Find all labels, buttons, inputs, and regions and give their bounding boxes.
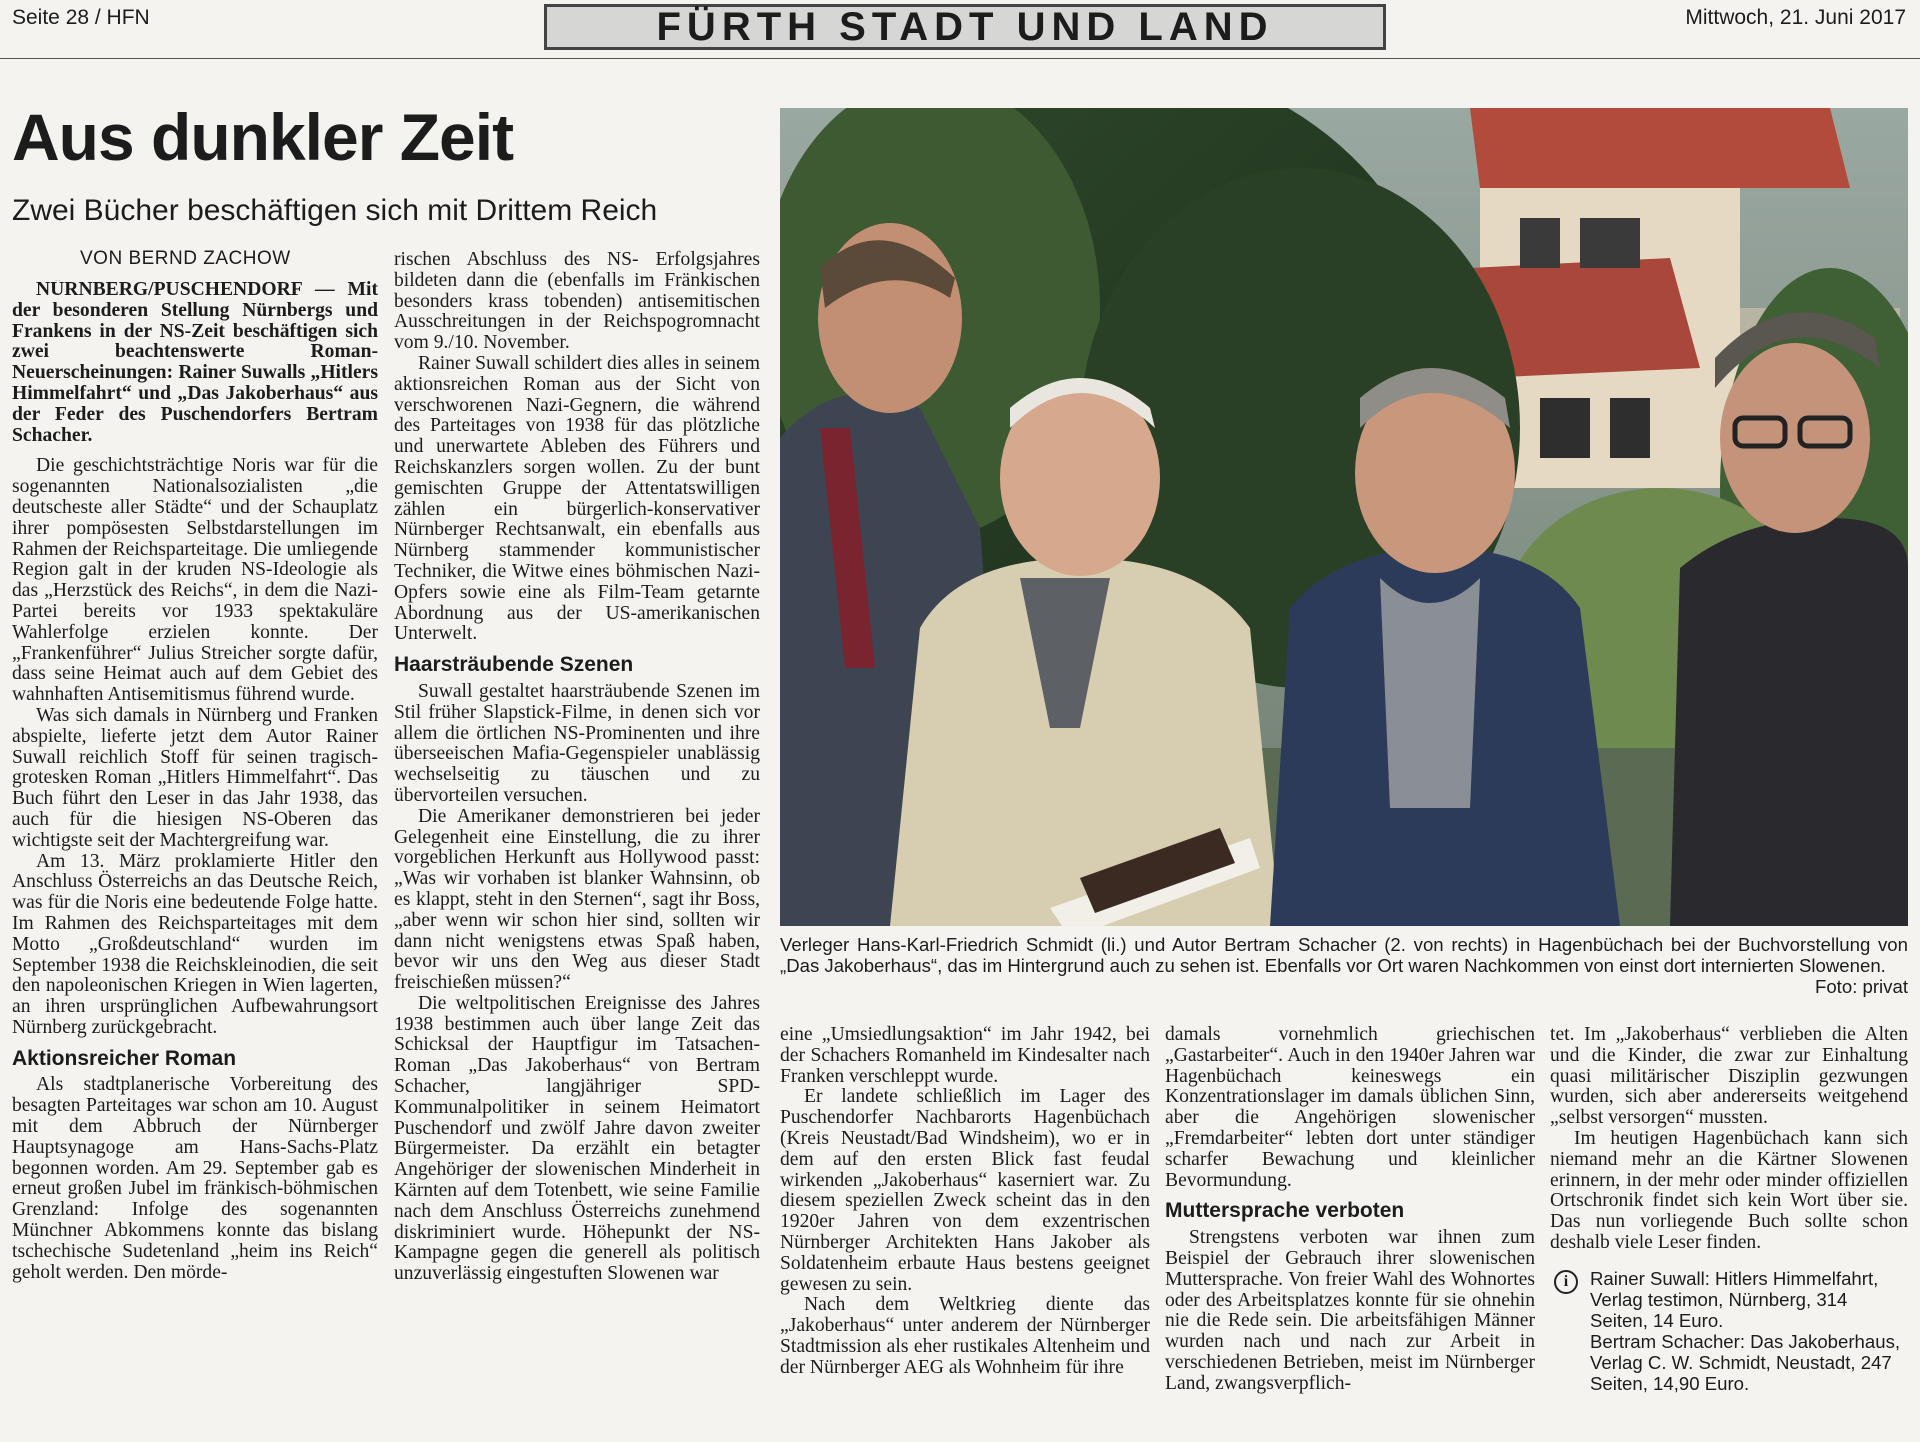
paragraph: eine „Umsiedlungsaktion“ im Jahr 1942, bei der Schachers Romanheld im Kindesalter nach Franken verschleppt wurde. <box>780 1025 1150 1087</box>
paragraph: Im heutigen Hagenbüchach kann sich niemand mehr an die Kärtner Slowenen erinnern, in der mehr oder minder offiziellen Ortschronik findet sich kein Wort über sie. Das nun vorliegende Buch sollte schon deshalb viele Leser finden. <box>1550 1127 1908 1253</box>
section-heading: Aktionsreicher Roman <box>12 1046 237 1070</box>
info-icon: i <box>1554 1270 1578 1294</box>
paragraph: Die Amerikaner demonstrieren bei jeder Gelegenheit eine Einstellung, die zu ihrer vorgeblichen Herkunft aus Hollywood passt: „Was wir vorhaben ist blanker Wahnsinn, ob es klappt, steht in den Sternen“, sagt ihr Boss, „aber wenn wir schon hier sind, sollten wir dann nicht wenigstens etwas Spaß haben, bevor wir uns den Weg aus dieser Stadt freischießen müssen?“ <box>394 805 760 994</box>
text-column-5 <box>1550 1025 1908 1435</box>
paragraph: Rainer Suwall schildert dies alles in seinem aktionsreichen Roman aus der Sicht von verschworenen Nazi-Gegnern, die während des Parteitages von 1938 für das plötzliche und unerwartete Ableben des Führers und Reichskanzlers sorgen wollen. Zu der bunt gemischten Gruppe der Attentatswilligen zählen ein bürgerlich-konservativer Nürnberger Rechtsanwalt, ein ebenfalls aus Nürnberg stammender kommunistischer Techniker, die Witwe eines böhmischen Nazi-Opfers sowie eine als Film-Team getarnte Abordnung aus der US-amerikanischen Unterwelt. <box>394 352 760 645</box>
paragraph: Die geschichtsträchtige Noris war für die sogenannten Nationalsozialisten „die deutscheste aller Städte“ und der Schauplatz ihrer pompösesten Selbstdarstellungen im Rahmen der Reichsparteitage. Die umliegende Region galt in der kruden NS-Ideologie als das „Herzstück des Reichs“, in dem die Nazi-Partei bereits vor 1933 spektakuläre Wahlerfolge erzielen konnte. Der „Frankenführer“ Julius Streicher sorgte dafür, dass seine Heimat auch auf dem Gebiet des wahnhaften Antisemitismus führend wurde. <box>12 455 378 706</box>
paragraph: Was sich damals in Nürnberg und Franken abspielte, lieferte jetzt dem Autor Rainer Suwall reichlich Stoff für seinen tragisch-grotesken Roman „Hitlers Himmelfahrt“. Das Buch führt den Leser in das Jahr 1938, das auch für die hiesigen NS-Oberen das wichtigste seit der Machtergreifung war. <box>12 704 378 851</box>
section-heading: Muttersprache verboten <box>1165 1199 1405 1223</box>
photo-credit: Foto: privat <box>1814 976 1908 997</box>
article-subheadline: Zwei Bücher beschäftigen sich mit Drittem Reich <box>12 194 658 227</box>
header-divider <box>0 58 1920 59</box>
paragraph: Die weltpolitischen Ereignisse des Jahres 1938 bestimmen auch über lange Zeit das Schicksal der Hauptfigur im Tatsachen-Roman „Das Jakoberhaus“ von Bertram Schacher, langjähriger SPD-Kommunalpolitiker in seinem Heimatort Puschendorf und zwölf Jahre davon zweiter Bürgermeister. Da erzählt ein betagter Angehöriger der slowenischen Minderheit in Kärnten auf dem Totenbett, wie seine Familie nach dem Anschluss Österreichs zunehmend diskriminiert wurde. Höhepunkt der NS-Kampagne gegen die generell als politisch unzuverlässig eingestuften Slowenen war <box>394 992 760 1285</box>
paragraph: Als stadtplanerische Vorbereitung des besagten Parteitages war schon am 10. August mit dem Abbruch der Nürnberger Hauptsynagoge am Hans-Sachs-Platz begonnen worden. Am 29. September gab es erneut großen Jubel im fränkisch-böhmischen Grenzland: Infolge des sogenannten Münchner Abkommens konnte das bislang tschechische Sudetenland „heim ins Reich“ geholt werden. Den mörde- <box>12 1074 378 1283</box>
page-reference: Seite 28 / HFN <box>12 6 150 29</box>
photo-caption <box>780 934 1908 997</box>
section-title-text: FÜRTH STADT UND LAND <box>656 4 1274 49</box>
text-column-1 <box>12 280 378 1430</box>
paragraph: Er landete schließlich im Lager des Puschendorfer Nachbarorts Hagenbüchach (Kreis Neustadt/Bad Windsheim), wo er in dem auf den ersten Blick fast feudal wirkenden „Jakoberhaus“ kaserniert war. Zu diesem speziellen Zweck scheint das in den 1920er Jahren von dem exzentrischen Nürnberger Architekten Hans Jakober als Soldatenheim erbaute Haus bestens geeignet gewesen zu sein. <box>780 1086 1150 1295</box>
lead-paragraph: NÜRNBERG/PUSCHENDORF — Mit der besonderen Stellung Nürnbergs und Frankens in der NS-Zeit beschäftigen sich zwei beachtenswerte Roman-Neuerscheinungen: Rainer Suwalls „Hitlers Himmelfahrt“ und „Das Jakoberhaus“ aus der Feder des Puschendorfers Bertram Schacher. <box>12 280 378 446</box>
text-column-2 <box>394 250 760 1430</box>
paragraph: damals vornehmlich griechischen „Gastarbeiter“. Auch in den 1940er Jahren war Hagenbüchach keineswegs ein Konzentrationslager im damals üblichen Sinn, aber die Angehörigen slowenischer „Fremdarbeiter“ lebten dort unter ständiger scharfer Bewachung und kleinlicher Bevormundung. <box>1165 1025 1535 1191</box>
paragraph: Strengstens verboten war ihnen zum Beispiel der Gebrauch ihrer slowenischen Muttersprache. Von freier Wahl des Wohnortes oder des Arbeitsplatzes konnte für sie ohnehin nie die Rede sein. Die arbeitsfähigen Männer wurden nach und nach zur Arbeit in verschiedenen Betrieben, meist im Nürnberger Land, zwangsverpflich- <box>1165 1227 1535 1394</box>
article-headline: Aus dunkler Zeit <box>12 100 514 174</box>
text-column-4 <box>1165 1025 1535 1435</box>
paragraph: Suwall gestaltet haarsträubende Szenen im Stil früher Slapstick-Filme, in denen sich vor allem die örtlichen NS-Prominenten und ihre überseeischen Mafia-Gegenspieler unablässig wechselseitig zu täuschen und zu übervorteilen versuchen. <box>394 680 760 806</box>
book-info-box <box>1550 1268 1908 1394</box>
caption-text: Verleger Hans-Karl-Friedrich Schmidt (li.) und Autor Bertram Schacher (2. von rechts) in Hagenbüchach bei der Buchvorstellung von „Das Jakoberhaus“, das im Hintergrund auch zu sehen ist. Ebenfalls vor Ort waren Nachkommen von einst dort internierten Slowenen. <box>780 934 1908 976</box>
book-info-1: Rainer Suwall: Hitlers Himmelfahrt, Verlag testimon, Nürnberg, 314 Seiten, 14 Euro. <box>1590 1267 1879 1331</box>
book-info-2: Bertram Schacher: Das Jakoberhaus, Verlag C. W. Schmidt, Neustadt, 247 Seiten, 14,90 Euro. <box>1590 1330 1901 1394</box>
paragraph: rischen Abschluss des NS- Erfolgsjahres bildeten dann die (ebenfalls im Fränkischen besonders krass tobenden) antisemitischen Ausschreitungen in der Reichspogromnacht vom 9./10. November. <box>394 250 760 354</box>
section-title <box>544 4 1386 50</box>
paragraph: Nach dem Weltkrieg diente das „Jakoberhaus“ unter anderem der Nürnberger Stadtmission als eher rustikales Altenheim und der Nürnberger AEG als Wohnheim für ihre <box>780 1294 1150 1378</box>
article-byline: VON BERND ZACHOW <box>80 248 291 269</box>
article-photo <box>780 108 1908 926</box>
paragraph: tet. Im „Jakoberhaus“ verblieben die Alten und die Kinder, die zwar zur Einhaltung quasi militärischer Disziplin gezwungen wurden, sich aber andererseits weitgehend „selbst versorgen“ mussten. <box>1550 1025 1908 1129</box>
issue-date: Mittwoch, 21. Juni 2017 <box>1685 6 1906 29</box>
text-column-3 <box>780 1025 1150 1435</box>
section-heading: Haarsträubende Szenen <box>394 653 634 677</box>
paragraph: Am 13. März proklamierte Hitler den Anschluss Österreichs an das Deutsche Reich, was für die Noris eine bedeutende Folge hatte. Im Rahmen des Reichsparteitages mit dem Motto „Großdeutschland“ wurden im September 1938 die Reichskleinodien, die seit den napoleonischen Kriegen in Wien lagerten, an ihren ursprünglichen Aufbewahrungsort Nürnberg zurückgebracht. <box>12 850 378 1038</box>
